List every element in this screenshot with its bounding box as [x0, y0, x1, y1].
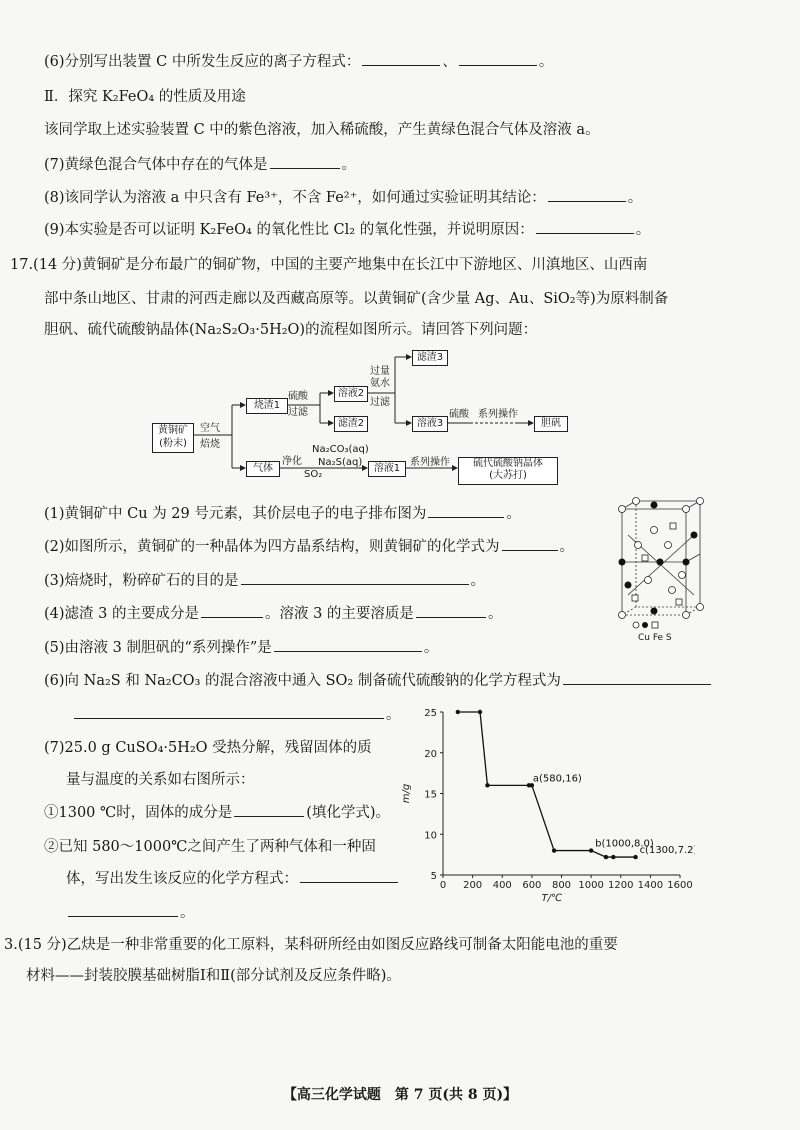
answer-blank[interactable] [502, 536, 558, 551]
sol2-box: 溶液2 [334, 386, 368, 402]
answer-blank[interactable] [201, 603, 263, 618]
answer-blank[interactable] [362, 51, 440, 66]
s6-line [44, 670, 713, 691]
answer-blank[interactable] [416, 603, 486, 618]
series-label: 系列操作 [478, 409, 518, 420]
answer-blank[interactable] [234, 802, 304, 817]
sol1-box: 溶液1 [368, 461, 406, 477]
period: 。 [538, 54, 554, 70]
x-tick-label: 1600 [667, 880, 693, 891]
period: 。 [559, 539, 575, 555]
answer-blank[interactable] [459, 51, 537, 66]
s7-line-5 [66, 868, 400, 889]
x-tick-label: 0 [439, 880, 447, 891]
data-point [611, 855, 615, 859]
q9-line [44, 219, 650, 240]
data-point [589, 848, 593, 852]
slag2-box: 滤渣2 [334, 416, 368, 432]
intro-text: 该同学取上述实验装置 C 中的紫色溶液，加入稀硫酸，产生黄绿色混合气体及溶液 a。 [44, 122, 600, 138]
ore-label: 黄铜矿 [158, 425, 188, 436]
data-point [552, 848, 556, 852]
q18-intro-1: 3.(15 分)乙炔是一种非常重要的化工原料，某科研所经由如图反应路线可制备太阳能电池的重要 [4, 937, 618, 953]
s3-line [44, 570, 485, 591]
s5-line [44, 637, 438, 658]
answer-blank[interactable] [270, 154, 340, 169]
period: 。 [506, 506, 521, 522]
q9-text: (9)本实验是否可以证明 K₂FeO₄ 的氧化性比 Cl₂ 的氧化性强，并说明原因： [44, 222, 534, 238]
y-tick-label: 20 [424, 748, 437, 760]
na2co3-label: Na₂CO₃(aq) [312, 444, 369, 455]
period: 。 [180, 905, 195, 921]
s2-text: (2)如图所示，黄铜矿的一种晶体为四方晶系结构，则黄铜矿的化学式为 [44, 539, 500, 555]
process-flowchart [140, 345, 570, 490]
x-tick-label: 1400 [637, 880, 664, 891]
section-2-title: Ⅱ．探究 K₂FeO₄ 的性质及用途 [44, 89, 246, 105]
y-tick-label: 5 [430, 871, 437, 882]
s7-line-6 [66, 902, 195, 923]
x-tick-label: 800 [551, 880, 572, 891]
s7e-text: 体，写出发生该反应的化学方程式： [66, 871, 298, 887]
x-tick-label: 1000 [578, 880, 604, 891]
s7-line-4: ②已知 580～1000℃之间产生了两种气体和一种固 [44, 839, 376, 855]
s7-line-1: (7)25.0 g CuSO₄·5H₂O 受热分解，残留固体的质 [44, 740, 372, 756]
filter-label: 过滤 [288, 407, 308, 418]
answer-blank[interactable] [563, 670, 711, 685]
slag3-box: 滤渣3 [412, 350, 448, 366]
q18-intro-2: 材料——封装胶膜基础树脂Ⅰ和Ⅱ(部分试剂及反应条件略)。 [26, 968, 401, 984]
purify-label: 净化 [282, 456, 302, 467]
s4-line [44, 603, 502, 624]
s7c1-text: ①1300 ℃时，固体的成分是 [44, 805, 233, 821]
y-tick-label: 10 [424, 830, 437, 842]
ore-sub-label: (粉末) [159, 438, 187, 449]
x-axis-label: T/℃ [541, 893, 563, 904]
q6c-text: (6)分别写出装置 C 中所发生反应的离子方程式： [44, 54, 361, 70]
answer-blank[interactable] [428, 503, 504, 518]
period: 。 [341, 157, 357, 173]
mass-temperature-chart [395, 700, 695, 940]
chart-canvas [395, 700, 695, 940]
ammonia-label: 氨水 [370, 378, 390, 389]
air-label: 空气 [200, 423, 220, 434]
gas-box: 气体 [246, 461, 280, 477]
vitriol-box: 胆矾 [534, 416, 568, 432]
s3-text: (3)焙烧时，粉碎矿石的目的是 [44, 573, 239, 589]
q7-text: (7)黄绿色混合气体中存在的气体是 [44, 157, 268, 173]
page-footer: 【高三化学试题 第 7 页(共 8 页)】 [282, 1087, 518, 1103]
point-annotation: b(1000,8.0) [595, 838, 654, 850]
x-tick-label: 1200 [608, 880, 634, 891]
series-line [458, 712, 636, 857]
crystal-lattice-illustration [608, 495, 708, 645]
crystal-legend: Cu Fe S [638, 633, 672, 643]
product-sub-label: (大苏打) [489, 470, 527, 481]
s6-line-2 [72, 704, 401, 725]
point-annotation: a(580,16) [532, 773, 582, 785]
period: 。 [487, 606, 503, 622]
s4a-text: (4)滤渣 3 的主要成分是 [44, 606, 199, 622]
y-axis-label: m/g [401, 783, 412, 804]
period: 。 [386, 707, 401, 723]
period: 。 [635, 222, 651, 238]
x-tick-label: 200 [463, 880, 483, 891]
filter2-label: 过滤 [370, 397, 390, 408]
q8-line [44, 187, 642, 208]
series2-label: 系列操作 [410, 457, 450, 468]
answer-blank[interactable] [241, 570, 469, 585]
q17-intro-2: 部中条山地区、甘肃的河西走廊以及西藏高原等。以黄铜矿(含少量 Ag、Au、SiO₂等)为原料制备 [44, 291, 669, 307]
answer-blank[interactable] [74, 704, 384, 719]
data-point [478, 710, 482, 714]
ore-box [152, 423, 194, 453]
slag1-box: 烧渣1 [246, 398, 288, 414]
q17-intro-1: 17.(14 分)黄铜矿是分布最广的铜矿物，中国的主要产地集中在长江中下游地区、川滇地区、山西南 [10, 257, 648, 273]
s6-text: (6)向 Na₂S 和 Na₂CO₃ 的混合溶液中通入 SO₂ 制备硫代硫酸钠的化学方程式为 [44, 673, 561, 689]
s1-line [44, 503, 521, 524]
y-tick-label: 25 [424, 708, 437, 719]
q8-text: (8)该同学认为溶液 a 中只含有 Fe³⁺，不含 Fe²⁺，如何通过实验证明其结论： [44, 190, 546, 206]
s7-line-2: 量与温度的关系如右图所示： [66, 772, 255, 788]
product-box [458, 457, 558, 485]
period: 。 [423, 640, 439, 656]
acid2-label: 硫酸 [449, 409, 469, 420]
q7-line [44, 154, 356, 175]
excess-label: 过量 [370, 366, 390, 377]
s2-line [44, 536, 574, 557]
answer-blank[interactable] [536, 219, 634, 234]
data-point [456, 710, 460, 714]
s1-text: (1)黄铜矿中 Cu 为 29 号元素，其价层电子的电子排布图为 [44, 506, 427, 522]
acid-label: 硫酸 [288, 391, 308, 402]
sol3-box: 溶液3 [412, 416, 448, 432]
answer-blank[interactable] [274, 637, 422, 652]
crystal-structure-figure [608, 495, 708, 645]
period: 。 [627, 190, 643, 206]
data-point [485, 783, 489, 787]
data-point [604, 855, 608, 859]
point-annotation: c(1300,7.2) [639, 845, 695, 857]
s7-line-3 [44, 802, 390, 823]
x-tick-label: 600 [522, 880, 542, 891]
answer-blank[interactable] [68, 902, 178, 917]
answer-blank[interactable] [300, 868, 398, 883]
answer-blank[interactable] [548, 187, 626, 202]
s5-text: (5)由溶液 3 制胆矾的“系列操作”是 [44, 640, 272, 656]
roast-label: 焙烧 [200, 439, 220, 450]
na2s-label: Na₂S(aq) [318, 457, 363, 468]
so2-label: SO₂ [304, 469, 323, 480]
y-tick-label: 15 [424, 789, 437, 801]
s4b-text: 。溶液 3 的主要溶质是 [264, 606, 414, 622]
period: 。 [470, 573, 486, 589]
data-point [633, 855, 637, 859]
q17-intro-3: 胆矾、硫代硫酸钠晶体(Na₂S₂O₃·5H₂O)的流程如图所示。请回答下列问题： [44, 322, 538, 338]
q6c-line [44, 51, 553, 72]
s7c2-text: (填化学式)。 [306, 805, 391, 821]
product-label: 硫代硫酸钠晶体 [473, 458, 543, 469]
separator: 、 [442, 54, 457, 70]
x-tick-label: 400 [492, 880, 512, 891]
